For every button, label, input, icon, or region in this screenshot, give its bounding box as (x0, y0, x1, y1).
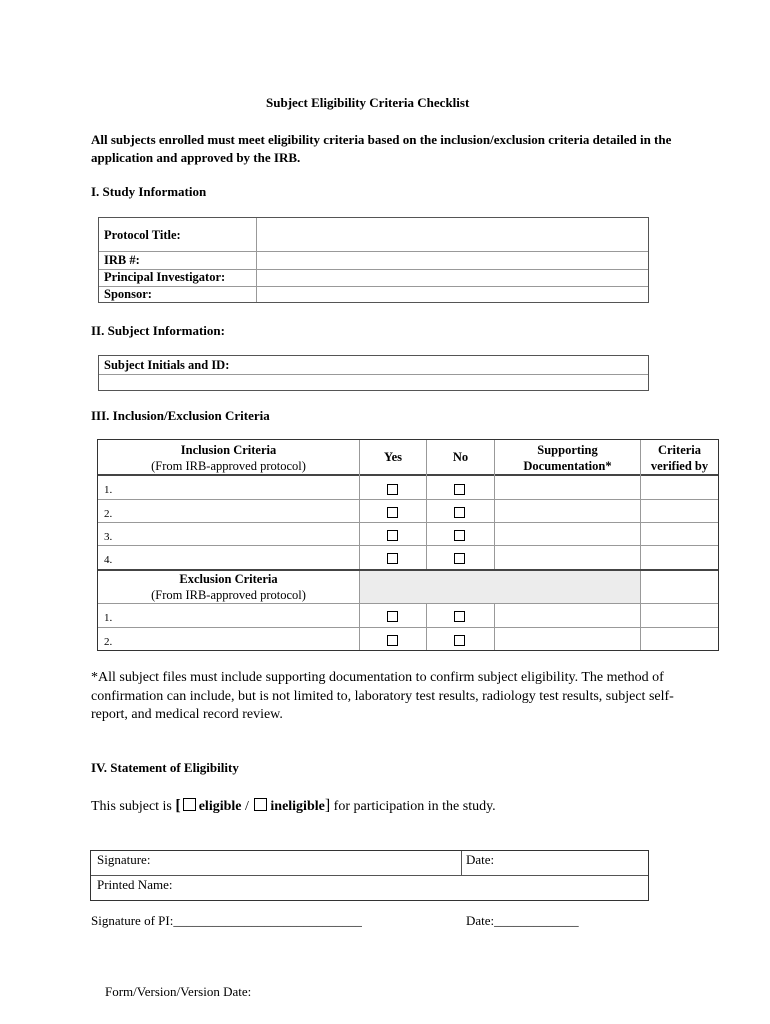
signature-label: Signature: (97, 852, 151, 867)
exclusion-header-subtitle: (From IRB-approved protocol) (151, 588, 306, 602)
irb-number-label: IRB #: (104, 253, 140, 267)
protocol-title-field[interactable] (257, 218, 648, 251)
form-version-footer: Form/Version/Version Date: (105, 984, 252, 999)
section-3-heading: III. Inclusion/Exclusion Criteria (91, 408, 270, 423)
sponsor-label: Sponsor: (104, 287, 152, 301)
printed-name-field[interactable] (180, 876, 648, 900)
inclusion-header (98, 442, 359, 474)
inclusion-2-no-checkbox[interactable] (454, 507, 465, 518)
exclusion-header-title: Exclusion Criteria (179, 572, 278, 586)
protocol-title-label: Protocol Title: (104, 228, 181, 242)
inclusion-4-no-checkbox[interactable] (454, 553, 465, 564)
irb-number-field[interactable] (257, 252, 648, 269)
supporting-documentation-header (495, 442, 640, 474)
eligibility-suffix: for participation in the study. (333, 799, 496, 814)
signature-field[interactable] (160, 851, 460, 875)
subject-initials-field[interactable] (99, 375, 648, 390)
supporting-header-line2: Documentation* (523, 459, 612, 473)
section-1-heading: I. Study Information (91, 184, 207, 199)
inclusion-header-subtitle: (From IRB-approved protocol) (151, 459, 306, 473)
verified-header-line1: Criteria (657, 443, 702, 457)
yes-header: Yes (383, 450, 403, 464)
inclusion-2-yes-checkbox[interactable] (387, 507, 398, 518)
inclusion-3-no-checkbox[interactable] (454, 530, 465, 541)
document-title: Subject Eligibility Criteria Checklist (266, 95, 470, 110)
inclusion-header-title: Inclusion Criteria (180, 443, 277, 457)
pi-signature-line[interactable]: Signature of PI:_____________________________ (91, 913, 362, 928)
section-2-heading: II. Subject Information: (91, 323, 225, 338)
criteria-verified-header (641, 442, 718, 474)
footnote: *All subject files must include supporting documentation to confirm subject eligibility. The method of confirmation can include, but is not limited to, laboratory test results, radiology test results, subject self-report, and medical record review. (91, 670, 674, 722)
section-4-heading: IV. Statement of Eligibility (91, 760, 239, 775)
verified-header-line2: verified by (650, 459, 709, 473)
eligibility-prefix: This subject is (91, 799, 172, 814)
close-bracket: ] (324, 797, 331, 814)
slash: / (245, 799, 249, 814)
date-label: Date: (466, 852, 495, 867)
inclusion-item-1: 1. (104, 484, 113, 496)
supporting-header-line1: Supporting (537, 443, 598, 457)
inclusion-3-yes-checkbox[interactable] (387, 530, 398, 541)
principal-investigator-field[interactable] (257, 270, 648, 286)
inclusion-4-yes-checkbox[interactable] (387, 553, 398, 564)
exclusion-2-yes-checkbox[interactable] (387, 635, 398, 646)
exclusion-item-1: 1. (104, 612, 113, 624)
no-header: No (452, 450, 469, 464)
exclusion-2-no-checkbox[interactable] (454, 635, 465, 646)
open-bracket: [ (175, 797, 181, 814)
exclusion-item-2: 2. (104, 636, 113, 648)
subject-initials-label: Subject Initials and ID: (104, 358, 230, 372)
eligible-label: eligible (198, 799, 242, 814)
pi-date-line[interactable]: Date:_____________ (466, 913, 579, 928)
eligible-checkbox[interactable] (183, 798, 196, 811)
inclusion-1-no-checkbox[interactable] (454, 484, 465, 495)
ineligible-label: ineligible (270, 799, 325, 814)
printed-name-label: Printed Name: (97, 877, 173, 892)
ineligible-checkbox[interactable] (254, 798, 267, 811)
exclusion-header (98, 571, 359, 603)
inclusion-1-yes-checkbox[interactable] (387, 484, 398, 495)
inclusion-item-2: 2. (104, 508, 113, 520)
inclusion-item-3: 3. (104, 531, 113, 543)
date-field[interactable] (500, 851, 648, 875)
intro-text: All subjects enrolled must meet eligibility criteria based on the inclusion/exclusion criteria detailed in the application and approved by the IRB. (91, 132, 672, 165)
inclusion-item-4: 4. (104, 554, 113, 566)
eligibility-statement (91, 797, 496, 815)
exclusion-1-no-checkbox[interactable] (454, 611, 465, 622)
sponsor-field[interactable] (257, 287, 648, 302)
exclusion-1-yes-checkbox[interactable] (387, 611, 398, 622)
principal-investigator-label: Principal Investigator: (104, 270, 226, 284)
